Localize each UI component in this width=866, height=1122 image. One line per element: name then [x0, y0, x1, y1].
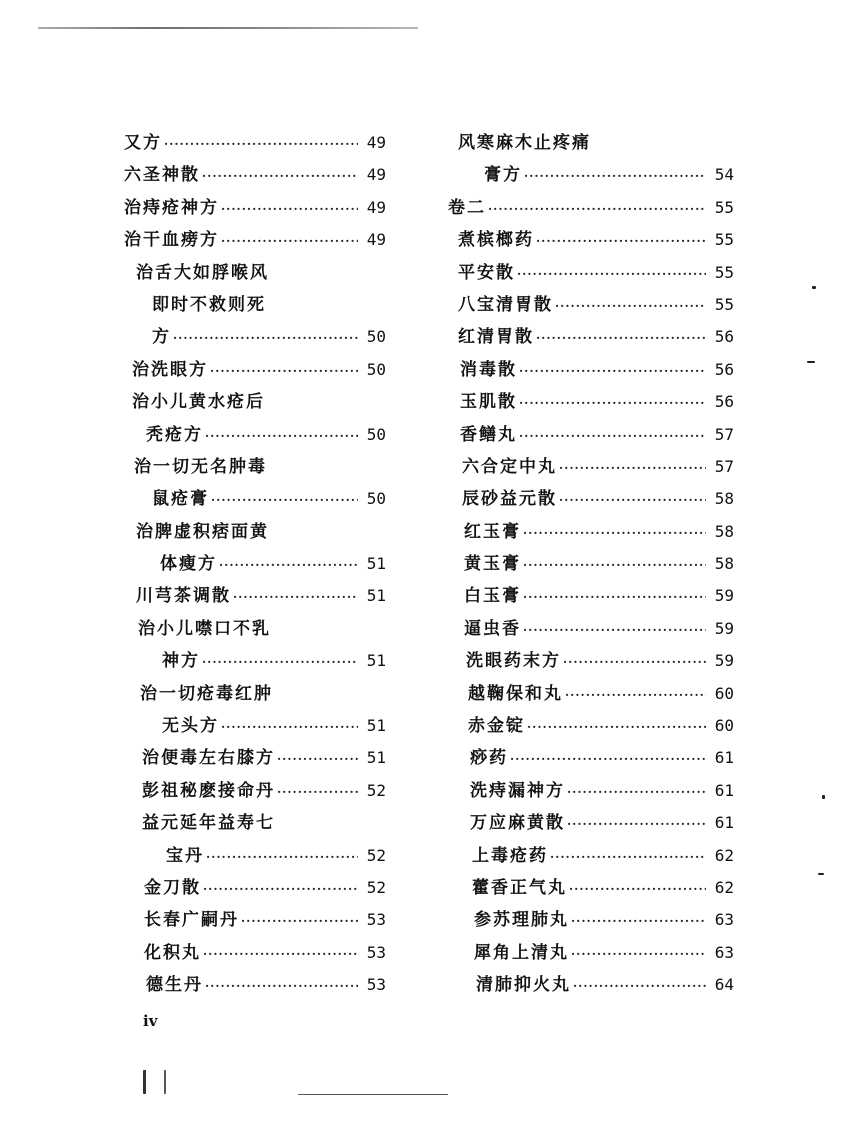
toc-entry	[448, 159, 734, 191]
dot-leader	[524, 160, 706, 192]
scan-speck	[818, 873, 824, 875]
toc-entry-page: 64	[714, 975, 734, 995]
toc-entry-title: 体瘦方	[160, 554, 217, 575]
toc-entry	[124, 192, 386, 224]
toc-entry	[124, 742, 386, 774]
toc-entry-page: 53	[366, 975, 386, 995]
toc-entry-page: 49	[366, 197, 386, 217]
toc-entry-title: 神方	[162, 651, 200, 672]
toc-entry	[448, 386, 734, 418]
toc-entry-title: 六圣神散	[124, 165, 200, 186]
toc-entry	[124, 548, 386, 580]
toc-entry	[448, 645, 734, 677]
toc-entry	[124, 419, 386, 451]
toc-entry	[124, 321, 386, 353]
toc-entry-page: 57	[714, 456, 734, 476]
toc-entry	[448, 321, 734, 353]
toc-entry-page: 50	[366, 327, 386, 347]
dot-leader	[519, 355, 706, 387]
dot-leader	[202, 160, 358, 192]
dot-leader	[559, 452, 706, 484]
toc-entry-title: 辰砂益元散	[462, 489, 557, 510]
toc-entry-title: 玉肌散	[460, 392, 517, 413]
toc-entry-title: 又方	[124, 133, 162, 153]
toc-entry	[124, 937, 386, 969]
toc-entry-page: 52	[366, 845, 386, 865]
toc-entry-page: 61	[714, 748, 734, 768]
dot-leader	[567, 776, 706, 808]
toc-entry-title: 无头方	[162, 716, 219, 737]
toc-entry-page: 51	[366, 586, 386, 606]
toc-entry-title: 犀角上清丸	[474, 942, 569, 963]
dot-leader	[565, 679, 706, 711]
dot-leader	[202, 646, 358, 678]
toc-entry	[124, 483, 386, 515]
dot-leader	[221, 225, 358, 257]
dot-leader	[206, 841, 358, 873]
toc-entry-title: 化积丸	[144, 942, 201, 963]
toc-entry	[124, 645, 386, 677]
toc-entry-page: 53	[366, 942, 386, 962]
toc-entry-title: 万应麻黄散	[470, 813, 565, 834]
dot-leader	[277, 743, 358, 775]
toc-entry-page: 60	[714, 716, 734, 736]
toc-right-column	[448, 127, 734, 1002]
toc-entry-title: 金刀散	[144, 877, 201, 898]
toc-entry	[124, 613, 386, 645]
toc-entry	[124, 872, 386, 904]
toc-entry	[448, 354, 734, 386]
toc-entry-page: 63	[714, 910, 734, 930]
dot-leader	[536, 225, 706, 257]
toc-entry	[124, 451, 386, 483]
toc-entry-title: 上毒疮药	[472, 845, 548, 866]
dot-leader	[510, 743, 706, 775]
toc-entry-page: 54	[714, 165, 734, 185]
toc-entry-title: 宝丹	[166, 845, 204, 866]
dot-leader	[523, 549, 706, 581]
toc-entry-title: 治一切无名肿毒	[134, 456, 267, 477]
dot-leader	[573, 970, 706, 1002]
toc-entry-title: 藿香正气丸	[472, 877, 567, 898]
toc-entry-page: 50	[366, 489, 386, 509]
toc-entry	[448, 742, 734, 774]
toc-entry-page: 55	[714, 262, 734, 282]
toc-entry-title: 秃疮方	[146, 424, 203, 445]
toc-entry	[448, 775, 734, 807]
toc-entry-title: 彭祖秘麽接命丹	[142, 780, 275, 801]
toc-entry	[448, 224, 734, 256]
dot-leader	[571, 905, 706, 937]
toc-entry-title: 洗痔漏神方	[470, 780, 565, 801]
toc-entry-title: 洗眼药末方	[466, 651, 561, 672]
toc-entry-title: 长春广嗣丹	[144, 910, 239, 931]
toc-entry	[448, 613, 734, 645]
dot-leader	[527, 711, 706, 743]
toc-entry-title: 治干血痨方	[124, 230, 219, 251]
scan-speck	[807, 361, 815, 363]
toc-entry	[124, 516, 386, 548]
toc-entry-title: 越鞠保和丸	[468, 683, 563, 704]
dot-leader	[488, 193, 706, 225]
toc-entry-title: 煮槟榔药	[458, 230, 534, 251]
toc-entry-page: 49	[366, 230, 386, 250]
toc-entry	[124, 354, 386, 386]
dot-leader	[563, 646, 706, 678]
toc-entry-title: 益元延年益寿七	[142, 813, 275, 834]
toc-entry-page: 51	[366, 554, 386, 574]
toc-entry-page: 52	[366, 780, 386, 800]
toc-entry-page: 62	[714, 877, 734, 897]
toc-entry-title: 白玉膏	[464, 586, 521, 607]
toc-entry	[448, 840, 734, 872]
toc-entry	[448, 580, 734, 612]
dot-leader	[519, 420, 706, 452]
toc-entry-page: 63	[714, 942, 734, 962]
toc-entry-page: 51	[366, 651, 386, 671]
dot-leader	[203, 873, 358, 905]
toc-entry-page: 52	[366, 877, 386, 897]
toc-entry	[448, 192, 734, 224]
toc-entry	[124, 257, 386, 289]
toc-entry	[448, 419, 734, 451]
toc-entry-title: 平安散	[458, 262, 515, 283]
toc-entry-page: 51	[366, 716, 386, 736]
toc-entry-title: 川芎茶调散	[136, 586, 231, 607]
toc-entry-page: 53	[366, 910, 386, 930]
toc-entry-title: 卷二	[448, 197, 486, 218]
toc-entry	[448, 678, 734, 710]
toc-entry-title: 香鳝丸	[460, 424, 517, 445]
toc-entry-page: 58	[714, 554, 734, 574]
toc-entry	[448, 127, 734, 159]
dot-leader	[219, 549, 358, 581]
toc-entry	[124, 904, 386, 936]
dot-leader	[241, 905, 358, 937]
toc-entry-page: 59	[714, 586, 734, 606]
dot-leader	[210, 355, 358, 387]
dot-leader	[523, 614, 706, 646]
dot-leader	[536, 322, 706, 354]
toc-entry	[124, 159, 386, 191]
scan-speck	[143, 1070, 166, 1094]
toc-entry	[448, 710, 734, 742]
dot-leader	[519, 387, 706, 419]
toc-entry-page: 56	[714, 359, 734, 379]
toc-entry-title: 鼠疮膏	[152, 489, 209, 510]
toc-entry-page: 57	[714, 424, 734, 444]
toc-entry-page: 49	[366, 133, 386, 152]
toc-entry-title: 清肺抑火丸	[476, 975, 571, 996]
toc-entry	[124, 289, 386, 321]
toc-entry-title: 治小儿黄水疮后	[132, 392, 265, 413]
toc-entry	[448, 872, 734, 904]
scan-speck	[812, 286, 816, 289]
toc-entry-page: 58	[714, 489, 734, 509]
toc-entry	[124, 386, 386, 418]
toc-entry	[124, 580, 386, 612]
toc-entry-page: 59	[714, 651, 734, 671]
toc-entry	[124, 775, 386, 807]
toc-entry	[448, 937, 734, 969]
toc-entry-title: 痧药	[470, 748, 508, 769]
scan-artifact-bottom	[298, 1094, 448, 1095]
toc-entry	[124, 969, 386, 1001]
toc-entry	[124, 840, 386, 872]
dot-leader	[233, 581, 358, 613]
toc-left-column	[124, 127, 386, 1002]
toc-entry-page: 49	[366, 165, 386, 185]
toc-entry-page: 56	[714, 327, 734, 347]
toc-entry-page: 55	[714, 230, 734, 250]
scan-artifact-top	[38, 27, 418, 29]
toc-entry-page: 60	[714, 683, 734, 703]
dot-leader	[277, 776, 358, 808]
dot-leader	[221, 193, 358, 225]
toc-entry-title: 治小儿噤口不乳	[138, 618, 271, 639]
dot-leader	[550, 841, 706, 873]
toc-entry-title: 治舌大如脬喉风	[136, 262, 269, 283]
toc-entry	[124, 710, 386, 742]
dot-leader	[569, 873, 706, 905]
toc-entry	[124, 224, 386, 256]
toc-entry-title: 红玉膏	[464, 521, 521, 542]
dot-leader	[517, 258, 706, 290]
toc-entry-title: 风寒麻木止疼痛	[458, 133, 591, 153]
dot-leader	[173, 322, 358, 354]
toc-entry-title: 治一切疮毒红肿	[140, 683, 273, 704]
toc-entry-page: 59	[714, 618, 734, 638]
toc-entry-title: 六合定中丸	[462, 456, 557, 477]
toc-entry	[448, 969, 734, 1001]
dot-leader	[221, 711, 358, 743]
toc-entry-page: 61	[714, 780, 734, 800]
toc-entry-title: 治痔疮神方	[124, 197, 219, 218]
dot-leader	[523, 581, 706, 613]
toc-entry-page: 55	[714, 294, 734, 314]
scan-speck	[822, 795, 825, 799]
toc-entry-page: 58	[714, 521, 734, 541]
toc-entry	[448, 807, 734, 839]
dot-leader	[205, 420, 358, 452]
dot-leader	[559, 484, 706, 516]
dot-leader	[203, 938, 358, 970]
toc-entry-title: 膏方	[484, 165, 522, 186]
toc-entry-title: 消毒散	[460, 359, 517, 380]
toc-entry-title: 德生丹	[146, 975, 203, 996]
toc-entry-page: 61	[714, 813, 734, 833]
toc-entry	[448, 451, 734, 483]
toc-entry-title: 治脾虚积痞面黄	[136, 521, 269, 542]
dot-leader	[164, 128, 358, 160]
toc-entry	[448, 483, 734, 515]
toc-entry-title: 参苏理肺丸	[474, 910, 569, 931]
dot-leader	[211, 484, 358, 516]
toc-entry-title: 方	[152, 327, 171, 348]
toc-entry-page: 50	[366, 424, 386, 444]
toc-entry	[448, 516, 734, 548]
toc-entry-title: 黄玉膏	[464, 554, 521, 575]
toc-entry	[448, 904, 734, 936]
dot-leader	[555, 290, 706, 322]
page-numeral: iv	[143, 1012, 158, 1030]
toc-entry	[448, 289, 734, 321]
toc-entry-title: 治洗眼方	[132, 359, 208, 380]
toc-entry-page: 55	[714, 197, 734, 217]
toc-entry-page: 56	[714, 392, 734, 412]
toc-entry-page: 50	[366, 359, 386, 379]
toc-entry-title: 赤金锭	[468, 716, 525, 737]
toc-entry-page: 62	[714, 845, 734, 865]
toc-entry	[124, 678, 386, 710]
dot-leader	[205, 970, 358, 1002]
toc-entry-title: 红清胃散	[458, 327, 534, 348]
toc-entry	[124, 807, 386, 839]
toc-entry-title: 即时不救则死	[152, 294, 266, 315]
toc-entry-title: 治便毒左右膝方	[142, 748, 275, 769]
toc-entry-title: 八宝清胃散	[458, 294, 553, 315]
toc-entry	[448, 548, 734, 580]
toc-entry	[124, 127, 386, 159]
toc-entry	[448, 257, 734, 289]
dot-leader	[523, 517, 706, 549]
toc-entry-page: 51	[366, 748, 386, 768]
dot-leader	[571, 938, 706, 970]
toc-entry-title: 逼虫香	[464, 618, 521, 639]
dot-leader	[567, 808, 706, 840]
